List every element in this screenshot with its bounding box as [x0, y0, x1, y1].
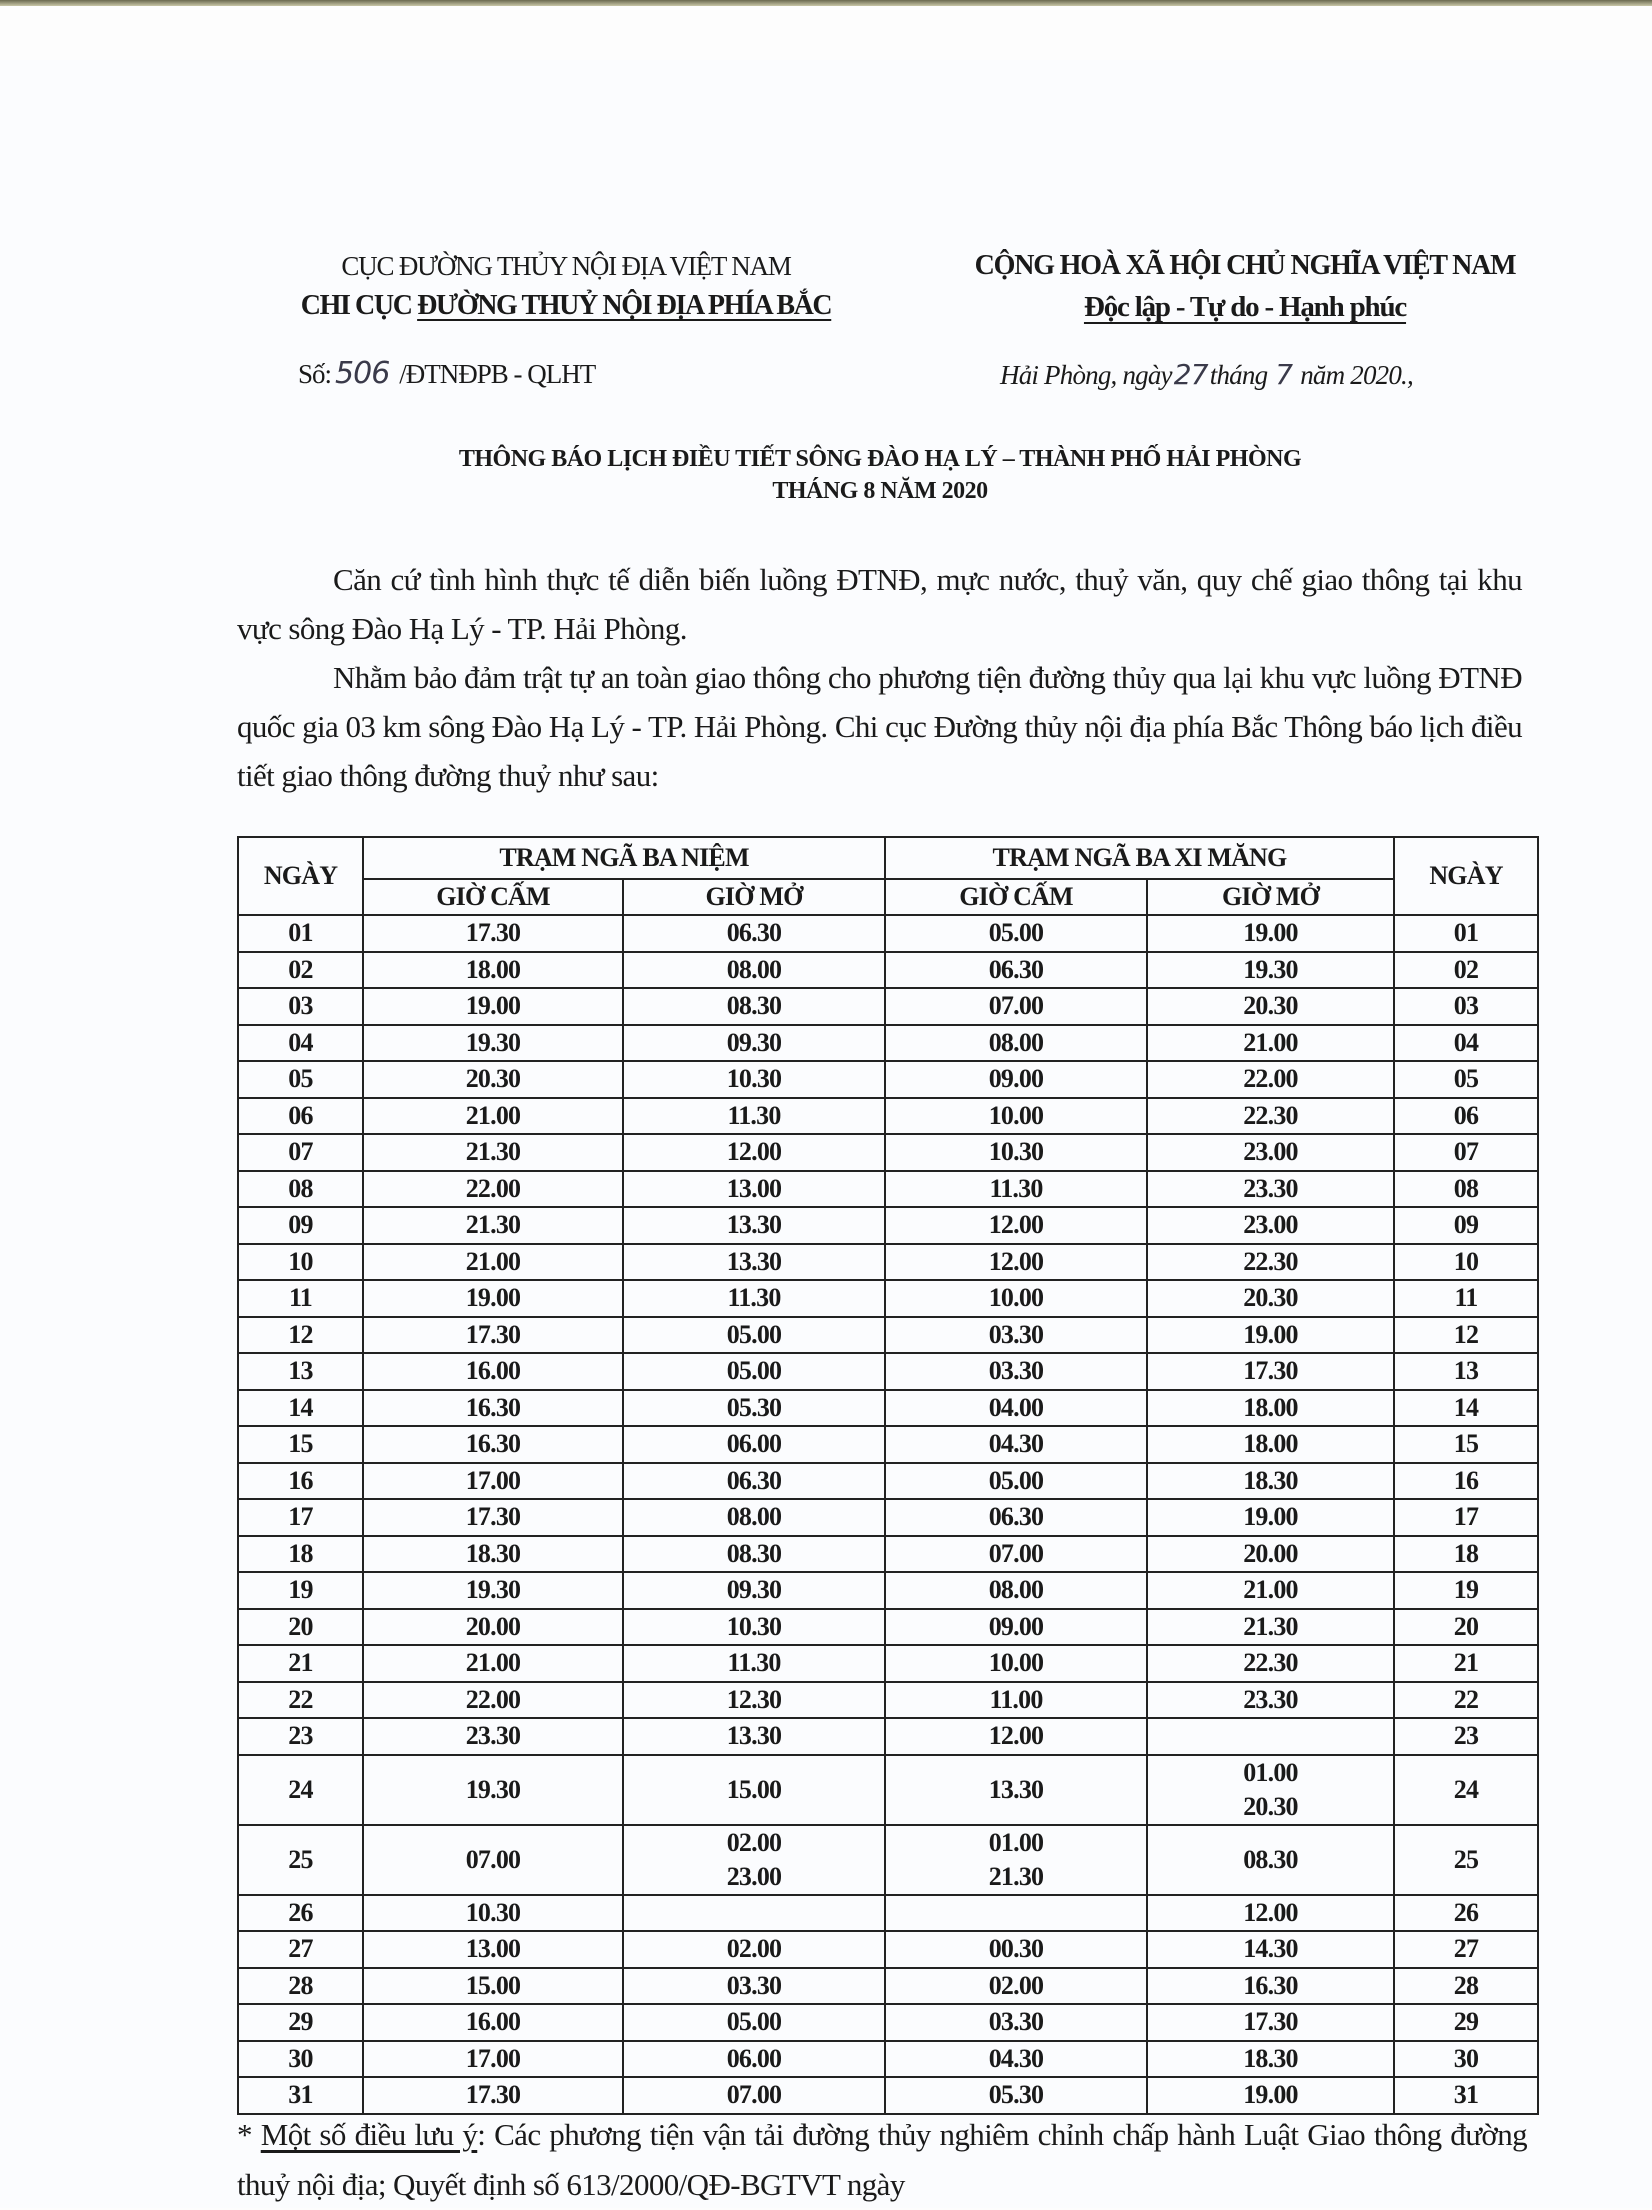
day-cell-right: 03: [1394, 988, 1538, 1025]
sub-agency-prefix: CHI CỤC: [300, 290, 418, 321]
s1-closed-cell: 21.30: [363, 1207, 623, 1244]
day-cell-right: 16: [1394, 1463, 1538, 1500]
s1-closed-cell: 17.30: [363, 1317, 623, 1354]
day-cell: 19: [238, 1572, 363, 1609]
s1-closed-cell: 20.00: [363, 1609, 623, 1646]
s2-open-cell: 20.30: [1147, 988, 1394, 1025]
day-cell: 29: [238, 2004, 363, 2041]
table-row: [238, 1280, 1538, 1317]
day-cell: 07: [238, 1134, 363, 1171]
s2-closed-cell: 00.30: [885, 1931, 1147, 1968]
s1-open-cell: 05.00: [623, 1353, 885, 1390]
s1-open-cell: 12.30: [623, 1682, 885, 1719]
notice-title: [230, 443, 1530, 507]
s1-closed-cell: 17.30: [363, 915, 623, 952]
s2-closed-cell: 03.30: [885, 1317, 1147, 1354]
day-cell: 17: [238, 1499, 363, 1536]
s1-open-cell: 08.30: [623, 988, 885, 1025]
s1-closed-cell: 21.00: [363, 1645, 623, 1682]
s2-closed-cell: 07.00: [885, 988, 1147, 1025]
s2-open-cell: [1147, 1718, 1394, 1755]
s2-open-cell: 08.30: [1147, 1825, 1394, 1895]
s2-open-cell: 23.30: [1147, 1682, 1394, 1719]
s1-open-cell: 12.00: [623, 1134, 885, 1171]
day-cell-right: 14: [1394, 1390, 1538, 1427]
time-value: 23.00: [726, 1861, 782, 1891]
day-cell-right: 15: [1394, 1426, 1538, 1463]
s1-closed-cell: 21.00: [363, 1098, 623, 1135]
day-cell: 20: [238, 1609, 363, 1646]
table-row: [238, 1609, 1538, 1646]
day-cell-right: 20: [1394, 1609, 1538, 1646]
s1-open-cell: 03.30: [623, 1968, 885, 2005]
s1-open-cell: 06.30: [623, 1463, 885, 1500]
s1-open-cell: 08.00: [623, 952, 885, 989]
table-row: [238, 1536, 1538, 1573]
day-cell: 31: [238, 2077, 363, 2114]
s1-closed-cell: 16.30: [363, 1390, 623, 1427]
day-cell: 30: [238, 2041, 363, 2078]
s2-open-cell: 22.30: [1147, 1098, 1394, 1135]
table-row: [238, 1682, 1538, 1719]
date-day: 27: [1173, 358, 1208, 391]
s1-closed-cell: 13.00: [363, 1931, 623, 1968]
day-cell-right: 08: [1394, 1171, 1538, 1208]
table-row: [238, 1390, 1538, 1427]
s2-closed-cell: 07.00: [885, 1536, 1147, 1573]
s2-closed-cell: 02.00: [885, 1968, 1147, 2005]
day-cell: 21: [238, 1645, 363, 1682]
s2-closed-cell: 10.00: [885, 1645, 1147, 1682]
time-value: 02.00: [726, 1827, 782, 1857]
s2-closed-cell: 08.00: [885, 1572, 1147, 1609]
s1-open-cell: 09.30: [623, 1025, 885, 1062]
note-prefix: *: [237, 2117, 261, 2152]
s2-closed-cell: 04.30: [885, 2041, 1147, 2078]
day-cell-right: 13: [1394, 1353, 1538, 1390]
day-cell-right: 27: [1394, 1931, 1538, 1968]
day-cell-right: 24: [1394, 1755, 1538, 1825]
table-row: [238, 1572, 1538, 1609]
s2-open-cell: 18.30: [1147, 2041, 1394, 2078]
s1-open-cell: 11.30: [623, 1645, 885, 1682]
s2-closed-cell: 04.30: [885, 1426, 1147, 1463]
date-month: 7: [1275, 358, 1293, 391]
nation-name: CỘNG HOÀ XÃ HỘI CHỦ NGHĨA VIỆT NAM: [974, 250, 1516, 281]
table-row: [238, 1825, 1538, 1895]
s2-closed-cell: 12.00: [885, 1244, 1147, 1281]
national-motto: Độc lập - Tự do - Hạnh phúc: [1083, 291, 1407, 323]
s2-open-cell: 18.00: [1147, 1426, 1394, 1463]
table-row: [238, 1317, 1538, 1354]
day-cell: 08: [238, 1171, 363, 1208]
day-cell-right: 17: [1394, 1499, 1538, 1536]
day-cell-right: 25: [1394, 1825, 1538, 1895]
s2-open-cell: [1147, 1755, 1394, 1825]
table-row: [238, 1171, 1538, 1208]
header-s1-closed: GIỜ CẤM: [363, 879, 623, 915]
day-cell-right: 26: [1394, 1895, 1538, 1932]
doc-no-label: Số:: [298, 359, 332, 389]
s1-closed-cell: 18.00: [363, 952, 623, 989]
day-cell-right: 21: [1394, 1645, 1538, 1682]
s1-open-cell: [623, 1825, 885, 1895]
s1-closed-cell: 16.00: [363, 1353, 623, 1390]
table-row: [238, 1931, 1538, 1968]
s1-open-cell: 10.30: [623, 1609, 885, 1646]
day-cell: 15: [238, 1426, 363, 1463]
time-value: 20.30: [1243, 1791, 1298, 1821]
day-cell: 10: [238, 1244, 363, 1281]
s1-open-cell: 15.00: [623, 1755, 885, 1825]
s2-closed-cell: [885, 1825, 1147, 1895]
table-row: [238, 2077, 1538, 2114]
s1-closed-cell: 17.00: [363, 2041, 623, 2078]
s2-closed-cell: 05.00: [885, 1463, 1147, 1500]
time-value: 01.00: [988, 1827, 1044, 1857]
paragraph-2-text: Nhằm bảo đảm trật tự an toàn giao thông cho phương tiện đường thủy qua lại khu vực luồng ĐTNĐ quốc gia 03 km sông Đào Hạ Lý - TP. Hải Phòng. Chi cục Đường thủy nội địa phía Bắc Thông báo lịch điều tiết giao thông đường thuỷ như sau:: [237, 660, 1522, 793]
time-value: 01.00: [1243, 1757, 1298, 1787]
s1-closed-cell: 19.30: [363, 1755, 623, 1825]
day-cell: 13: [238, 1353, 363, 1390]
s2-open-cell: 22.30: [1147, 1244, 1394, 1281]
title-line-1: THÔNG BÁO LỊCH ĐIỀU TIẾT SÔNG ĐÀO HẠ LÝ – THÀNH PHỐ HẢI PHÒNG: [458, 446, 1302, 472]
day-cell: 03: [238, 988, 363, 1025]
s2-open-cell: 19.00: [1147, 1317, 1394, 1354]
day-cell: 27: [238, 1931, 363, 1968]
s1-closed-cell: 17.30: [363, 2077, 623, 2114]
s1-closed-cell: 17.30: [363, 1499, 623, 1536]
s2-open-cell: 21.00: [1147, 1572, 1394, 1609]
s2-closed-cell: 11.30: [885, 1171, 1147, 1208]
s1-open-cell: 11.30: [623, 1280, 885, 1317]
table-row: [238, 1499, 1538, 1536]
s2-closed-cell: [885, 1895, 1147, 1932]
date-mark: ,: [1407, 360, 1413, 390]
day-cell: 28: [238, 1968, 363, 2005]
s1-open-cell: 05.00: [623, 1317, 885, 1354]
s2-closed-cell: 12.00: [885, 1207, 1147, 1244]
note: [237, 2110, 1527, 2210]
day-cell-right: 10: [1394, 1244, 1538, 1281]
day-cell: 12: [238, 1317, 363, 1354]
s1-closed-cell: 15.00: [363, 1968, 623, 2005]
s1-closed-cell: 23.30: [363, 1718, 623, 1755]
header-station-1: TRẠM NGÃ BA NIỆM: [363, 837, 885, 879]
document-number: [298, 356, 595, 391]
s2-closed-cell: 13.30: [885, 1755, 1147, 1825]
s1-closed-cell: 19.00: [363, 988, 623, 1025]
s2-closed-cell: 10.30: [885, 1134, 1147, 1171]
s1-closed-cell: 10.30: [363, 1895, 623, 1932]
issuer-header: [256, 246, 876, 326]
s1-open-cell: 06.30: [623, 915, 885, 952]
day-cell-right: 02: [1394, 952, 1538, 989]
s2-open-cell: 22.30: [1147, 1645, 1394, 1682]
note-label: Một số điều lưu ý: [260, 2117, 478, 2152]
day-cell: 14: [238, 1390, 363, 1427]
s1-closed-cell: 17.00: [363, 1463, 623, 1500]
table-row: [238, 1755, 1538, 1825]
s2-open-cell: 19.30: [1147, 952, 1394, 989]
header-day-left: NGÀY: [238, 837, 363, 915]
day-cell-right: 19: [1394, 1572, 1538, 1609]
s2-closed-cell: 12.00: [885, 1718, 1147, 1755]
s1-closed-cell: 18.30: [363, 1536, 623, 1573]
date-year: năm 2020.: [1300, 360, 1408, 390]
s2-open-cell: 19.00: [1147, 1499, 1394, 1536]
schedule-body: [238, 915, 1538, 2114]
day-cell: 04: [238, 1025, 363, 1062]
day-cell: 06: [238, 1098, 363, 1135]
day-cell-right: 23: [1394, 1718, 1538, 1755]
day-cell-right: 04: [1394, 1025, 1538, 1062]
s2-open-cell: 20.00: [1147, 1536, 1394, 1573]
s1-open-cell: 13.30: [623, 1244, 885, 1281]
s1-closed-cell: 16.00: [363, 2004, 623, 2041]
s2-open-cell: 21.00: [1147, 1025, 1394, 1062]
s1-closed-cell: 22.00: [363, 1682, 623, 1719]
day-cell-right: 29: [1394, 2004, 1538, 2041]
s2-closed-cell: 04.00: [885, 1390, 1147, 1427]
doc-no-handwritten: 506: [335, 356, 390, 391]
day-cell: 02: [238, 952, 363, 989]
table-row: [238, 1426, 1538, 1463]
day-cell-right: 05: [1394, 1061, 1538, 1098]
table-row: [238, 1134, 1538, 1171]
day-cell-right: 09: [1394, 1207, 1538, 1244]
s2-closed-cell: 09.00: [885, 1609, 1147, 1646]
s2-closed-cell: 06.30: [885, 952, 1147, 989]
s1-closed-cell: 21.30: [363, 1134, 623, 1171]
day-cell: 09: [238, 1207, 363, 1244]
table-row: [238, 2041, 1538, 2078]
s2-closed-cell: 06.30: [885, 1499, 1147, 1536]
doc-no-suffix: /ĐTNĐPB - QLHT: [399, 359, 596, 389]
s1-closed-cell: 21.00: [363, 1244, 623, 1281]
s1-open-cell: 06.00: [623, 2041, 885, 2078]
table-row: [238, 1645, 1538, 1682]
table-row: [238, 1968, 1538, 2005]
header-s2-open: GIỜ MỞ: [1147, 879, 1394, 915]
s1-open-cell: 11.30: [623, 1098, 885, 1135]
day-cell-right: 22: [1394, 1682, 1538, 1719]
day-cell: 18: [238, 1536, 363, 1573]
s2-open-cell: 12.00: [1147, 1895, 1394, 1932]
s1-closed-cell: 22.00: [363, 1171, 623, 1208]
s1-open-cell: 07.00: [623, 2077, 885, 2114]
day-cell: 26: [238, 1895, 363, 1932]
header-day-right: NGÀY: [1394, 837, 1538, 915]
s1-closed-cell: 19.30: [363, 1025, 623, 1062]
day-cell: 25: [238, 1825, 363, 1895]
s2-closed-cell: 08.00: [885, 1025, 1147, 1062]
table-row: [238, 1061, 1538, 1098]
date-line: [1000, 358, 1413, 391]
national-header: [920, 246, 1570, 328]
header-s1-open: GIỜ MỞ: [623, 879, 885, 915]
s2-closed-cell: 03.30: [885, 2004, 1147, 2041]
paragraph-1: [237, 555, 1522, 653]
s2-closed-cell: 05.00: [885, 915, 1147, 952]
day-cell-right: 11: [1394, 1280, 1538, 1317]
table-row: [238, 1718, 1538, 1755]
day-cell: 23: [238, 1718, 363, 1755]
table-row: [238, 1895, 1538, 1932]
s2-closed-cell: 11.00: [885, 1682, 1147, 1719]
day-cell: 22: [238, 1682, 363, 1719]
s2-open-cell: 18.30: [1147, 1463, 1394, 1500]
s2-open-cell: 20.30: [1147, 1280, 1394, 1317]
day-cell-right: 28: [1394, 1968, 1538, 2005]
s1-closed-cell: 07.00: [363, 1825, 623, 1895]
date-month-label: tháng: [1209, 360, 1268, 390]
title-line-2: THÁNG 8 NĂM 2020: [772, 478, 988, 504]
s2-closed-cell: 10.00: [885, 1098, 1147, 1135]
day-cell: 01: [238, 915, 363, 952]
date-place: Hải Phòng, ngày: [1000, 360, 1172, 390]
agency-name: CỤC ĐƯỜNG THỦY NỘI ĐỊA VIỆT NAM: [341, 251, 791, 281]
day-cell-right: 06: [1394, 1098, 1538, 1135]
s1-open-cell: 08.00: [623, 1499, 885, 1536]
s1-closed-cell: 19.00: [363, 1280, 623, 1317]
table-row: [238, 1098, 1538, 1135]
s2-open-cell: 21.30: [1147, 1609, 1394, 1646]
s1-open-cell: 05.30: [623, 1390, 885, 1427]
scan-edge: [0, 0, 1652, 6]
s1-open-cell: 13.30: [623, 1207, 885, 1244]
s2-open-cell: 23.00: [1147, 1207, 1394, 1244]
note-text: : Các phương tiện vận tải đường thủy nghiêm chỉnh chấp hành Luật Giao thông đường thuỷ nội địa; Quyết định số 613/2000/QĐ-BGTVT ngày: [237, 2117, 1528, 2202]
s2-open-cell: 16.30: [1147, 1968, 1394, 2005]
header-s2-closed: GIỜ CẤM: [885, 879, 1147, 915]
day-cell-right: 12: [1394, 1317, 1538, 1354]
paragraph-1-text: Căn cứ tình hình thực tế diễn biến luồng ĐTNĐ, mực nước, thuỷ văn, quy chế giao thông tại khu vực sông Đào Hạ Lý - TP. Hải Phòng.: [237, 562, 1522, 646]
s2-closed-cell: 05.30: [885, 2077, 1147, 2114]
table-row: [238, 1244, 1538, 1281]
s2-open-cell: 19.00: [1147, 2077, 1394, 2114]
s1-open-cell: 06.00: [623, 1426, 885, 1463]
s2-open-cell: 23.30: [1147, 1171, 1394, 1208]
s1-open-cell: 05.00: [623, 2004, 885, 2041]
s1-open-cell: 08.30: [623, 1536, 885, 1573]
table-row: [238, 1025, 1538, 1062]
s2-closed-cell: 09.00: [885, 1061, 1147, 1098]
paragraph-2: [237, 653, 1522, 800]
sub-agency-name: [256, 286, 876, 326]
s2-open-cell: 17.30: [1147, 1353, 1394, 1390]
table-row: [238, 915, 1538, 952]
table-row: [238, 1353, 1538, 1390]
s2-open-cell: 23.00: [1147, 1134, 1394, 1171]
s1-open-cell: [623, 1895, 885, 1932]
table-row: [238, 1207, 1538, 1244]
day-cell-right: 01: [1394, 915, 1538, 952]
day-cell: 05: [238, 1061, 363, 1098]
sub-agency-underlined: ĐƯỜNG THUỶ NỘI ĐỊA PHÍA BẮC: [417, 290, 832, 321]
header-station-2: TRẠM NGÃ BA XI MĂNG: [885, 837, 1394, 879]
table-row: [238, 2004, 1538, 2041]
s2-open-cell: 19.00: [1147, 915, 1394, 952]
day-cell: 16: [238, 1463, 363, 1500]
time-value: 21.30: [988, 1861, 1044, 1891]
s2-open-cell: 18.00: [1147, 1390, 1394, 1427]
s1-open-cell: 13.30: [623, 1718, 885, 1755]
s1-open-cell: 09.30: [623, 1572, 885, 1609]
s2-open-cell: 17.30: [1147, 2004, 1394, 2041]
s2-closed-cell: 10.00: [885, 1280, 1147, 1317]
day-cell-right: 18: [1394, 1536, 1538, 1573]
s2-closed-cell: 03.30: [885, 1353, 1147, 1390]
schedule-table: [237, 836, 1539, 2115]
s1-closed-cell: 20.30: [363, 1061, 623, 1098]
s1-open-cell: 13.00: [623, 1171, 885, 1208]
s1-closed-cell: 16.30: [363, 1426, 623, 1463]
s2-open-cell: 22.00: [1147, 1061, 1394, 1098]
s1-open-cell: 02.00: [623, 1931, 885, 1968]
s2-open-cell: 14.30: [1147, 1931, 1394, 1968]
day-cell-right: 07: [1394, 1134, 1538, 1171]
table-row: [238, 1463, 1538, 1500]
table-row: [238, 952, 1538, 989]
day-cell-right: 31: [1394, 2077, 1538, 2114]
day-cell-right: 30: [1394, 2041, 1538, 2078]
day-cell: 24: [238, 1755, 363, 1825]
s1-closed-cell: 19.30: [363, 1572, 623, 1609]
table-row: [238, 988, 1538, 1025]
s1-open-cell: 10.30: [623, 1061, 885, 1098]
day-cell: 11: [238, 1280, 363, 1317]
